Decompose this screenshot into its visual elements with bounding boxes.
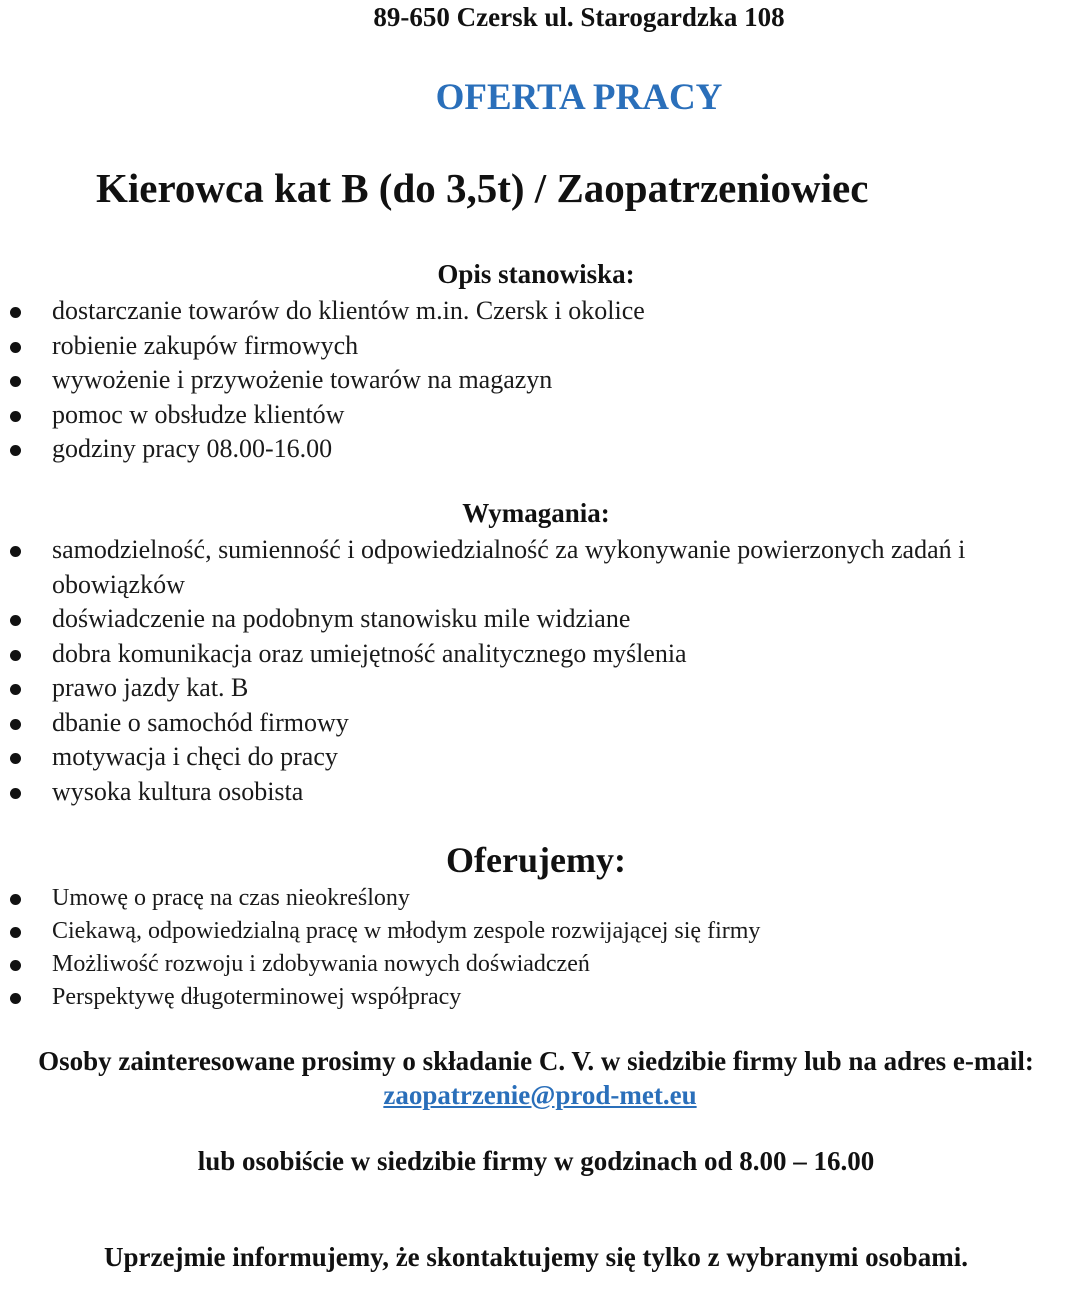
list-item-text: motywacja i chęci do pracy — [52, 742, 338, 771]
description-list — [0, 294, 1072, 467]
bullet-icon — [10, 615, 21, 626]
list-item-text: dbanie o samochód firmowy — [52, 707, 349, 737]
list-item-text: Ciekawą, odpowiedzialną pracę w młodym zespole rozwijającej się firmy — [52, 918, 761, 944]
description-heading: Opis stanowiska: — [437, 259, 635, 289]
list-item — [0, 533, 1072, 602]
email-link[interactable]: zaopatrzenie@prod-met.eu — [383, 1080, 697, 1110]
bullet-icon — [10, 684, 21, 695]
contact-instructions: Osoby zainteresowane prosimy o składanie C. V. w siedzibie firmy lub na adres e-mail: — [38, 1046, 1034, 1076]
contact-notice: Uprzejmie informujemy, że skontaktujemy się tylko z wybranymi osobami. — [104, 1242, 968, 1272]
list-item-text: prawo jazdy kat. B — [52, 673, 249, 702]
list-item — [0, 602, 1072, 637]
bullet-icon — [10, 993, 21, 1004]
list-item — [0, 915, 1072, 948]
list-item-text: godziny pracy 08.00-16.00 — [52, 434, 333, 463]
list-item — [0, 363, 1072, 398]
list-item — [0, 981, 1072, 1014]
list-item-text: pomoc w obsłudze klientów — [52, 399, 345, 429]
list-item — [0, 398, 1072, 433]
list-item — [0, 740, 1072, 775]
list-item — [0, 637, 1072, 672]
list-item — [0, 882, 1072, 915]
list-item-text: dobra komunikacja oraz umiejętność analitycznego myślenia — [52, 638, 687, 668]
list-item — [0, 294, 1072, 329]
requirements-heading: Wymagania: — [462, 498, 610, 528]
list-item — [0, 671, 1072, 706]
list-item-text: doświadczenie na podobnym stanowisku mile widziane — [52, 604, 631, 633]
bullet-icon — [10, 376, 21, 387]
bullet-icon — [10, 788, 21, 799]
bullet-icon — [10, 753, 21, 764]
bullet-icon — [10, 719, 21, 730]
list-item — [0, 706, 1072, 741]
email-line — [0, 1078, 1072, 1112]
list-item — [0, 329, 1072, 364]
company-address: 89-650 Czersk ul. Starogardzka 108 — [373, 2, 785, 32]
list-item-text: robienie zakupów firmowych — [52, 330, 359, 360]
job-title: Kierowca kat B (do 3,5t) / Zaopatrzeniowiec — [96, 165, 869, 211]
offer-list — [0, 882, 1072, 1014]
offer-heading: Oferujemy: — [446, 840, 626, 880]
bullet-icon — [10, 411, 21, 422]
list-item — [0, 775, 1072, 810]
bullet-icon — [10, 445, 21, 456]
list-item-text: samodzielność, sumienność i odpowiedzialność za wykonywanie powierzonych zadań i obowiązków — [52, 535, 966, 599]
bullet-icon — [10, 927, 21, 938]
list-item-text: Umowę o pracę na czas nieokreślony — [52, 885, 410, 911]
bullet-icon — [10, 650, 21, 661]
in-person-info: lub osobiście w siedzibie firmy w godzinach od 8.00 – 16.00 — [197, 1146, 875, 1176]
list-item — [0, 432, 1072, 467]
list-item-text: Perspektywę długoterminowej współpracy — [52, 984, 462, 1010]
requirements-list — [0, 533, 1072, 809]
bullet-icon — [10, 342, 21, 353]
bullet-icon — [10, 960, 21, 971]
list-item-text: Możliwość rozwoju i zdobywania nowych doświadczeń — [52, 951, 590, 977]
bullet-icon — [10, 894, 21, 905]
list-item-text: wysoka kultura osobista — [52, 776, 304, 806]
list-item — [0, 948, 1072, 981]
list-item-text: wywożenie i przywożenie towarów na magazyn — [52, 365, 553, 394]
bullet-icon — [10, 307, 21, 318]
offer-title: OFERTA PRACY — [435, 77, 723, 118]
bullet-icon — [10, 546, 21, 557]
list-item-text: dostarczanie towarów do klientów m.in. Czersk i okolice — [52, 296, 645, 325]
